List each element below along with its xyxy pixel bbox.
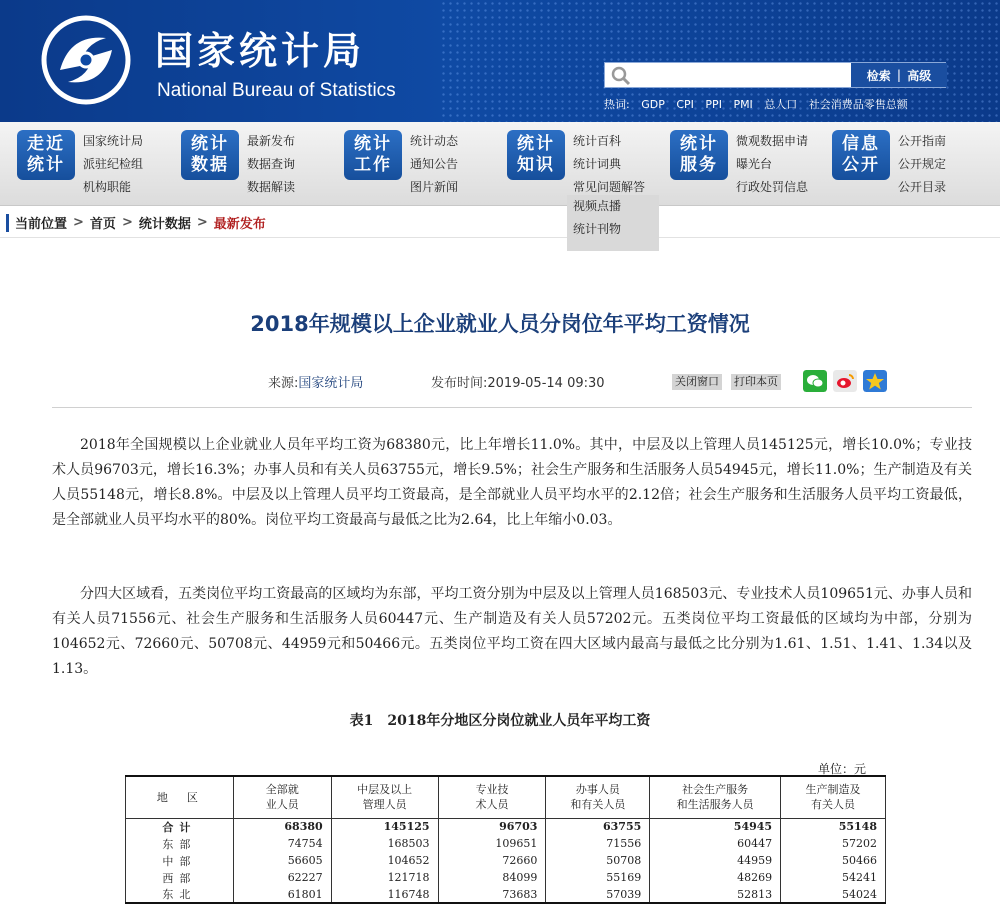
knowledge-dropdown xyxy=(567,195,659,251)
table-cell: 96703 xyxy=(438,818,546,835)
table-cell: 52813 xyxy=(650,886,781,903)
table-cell: 55169 xyxy=(546,869,650,886)
table-cell: 109651 xyxy=(438,835,546,852)
time-label: 发布时间: xyxy=(431,376,488,391)
weibo-share-icon[interactable] xyxy=(833,370,857,392)
close-window-button[interactable]: 关闭窗口 xyxy=(672,374,722,390)
nav-link[interactable]: 派驻纪检组 xyxy=(83,157,144,171)
nav-link[interactable]: 数据解读 xyxy=(247,180,296,194)
column-header: 生产制造及 有关人员 xyxy=(781,776,886,818)
table-cell: 61801 xyxy=(233,886,331,903)
nav-link[interactable]: 统计词典 xyxy=(573,157,622,171)
nav-links xyxy=(573,130,645,199)
nav-link[interactable]: 微观数据申请 xyxy=(736,134,809,148)
table-row xyxy=(126,852,886,869)
table-cell: 68380 xyxy=(233,818,331,835)
table-cell: 71556 xyxy=(546,835,650,852)
qzone-share-icon[interactable] xyxy=(863,370,887,392)
column-header: 专业技 术人员 xyxy=(438,776,546,818)
wage-table xyxy=(125,775,886,904)
table-cell: 72660 xyxy=(438,852,546,869)
table-cell: 中部 xyxy=(126,852,234,869)
nav-link[interactable]: 统计百科 xyxy=(573,134,622,148)
table-row xyxy=(126,886,886,903)
column-header: 办事人员 和有关人员 xyxy=(546,776,650,818)
nav-badge-disclosure[interactable]: 信息 公开 xyxy=(832,130,890,180)
chevron-right-icon: > xyxy=(73,215,84,230)
breadcrumb-current[interactable]: 最新发布 xyxy=(213,217,266,232)
table-row xyxy=(126,869,886,886)
column-header: 中层及以上 管理人员 xyxy=(331,776,438,818)
table-cell: 60447 xyxy=(650,835,781,852)
nav-link[interactable]: 行政处罚信息 xyxy=(736,180,809,194)
chevron-right-icon: > xyxy=(196,215,208,230)
article-title: 2018年规模以上企业就业人员分岗位年平均工资情况 xyxy=(250,312,750,336)
table-cell: 44959 xyxy=(650,852,781,869)
breadcrumb xyxy=(0,208,1000,238)
chevron-right-icon: > xyxy=(121,215,133,230)
main-nav xyxy=(0,122,1000,206)
table-cell: 合计 xyxy=(126,818,234,835)
nav-link[interactable]: 国家统计局 xyxy=(83,134,144,148)
publish-time: 2019-05-14 09:30 xyxy=(487,376,605,391)
table-row xyxy=(126,818,886,835)
hotword-link[interactable]: 社会消费品零售总额 xyxy=(808,98,908,111)
hotword-link[interactable]: PMI xyxy=(733,98,753,111)
table-cell: 54241 xyxy=(781,869,886,886)
table-cell: 104652 xyxy=(331,852,438,869)
wechat-share-icon[interactable] xyxy=(803,370,827,392)
nav-link[interactable]: 公开指南 xyxy=(898,134,947,148)
table-cell: 62227 xyxy=(233,869,331,886)
column-header: 社会生产服务 和生活服务人员 xyxy=(650,776,781,818)
nav-link[interactable]: 公开目录 xyxy=(898,180,947,194)
nav-link[interactable]: 通知公告 xyxy=(410,157,459,171)
nav-link[interactable]: 曝光台 xyxy=(736,157,773,171)
nav-links xyxy=(83,130,143,199)
search-icon xyxy=(611,66,631,86)
article-paragraph: 2018年全国规模以上企业就业人员年平均工资为68380元，比上年增长11.0%。其中，中层及以上管理人员145125元，增长10.0%；专业技术人员96703元，增长16.3%；办事人员和有关人员63755元，增长9.5%；社会生产服务和生活服务人员54945元，增长11.0%；生产制造及有关人员55148元，增长8.8%。中层及以上管理人员平均工资最高，是全部就业人员平均水平的2.12倍；社会生产服务和生活服务人员平均工资最低，是全部就业人员平均水平的80%。岗位平均工资最高与最低之比为2.64，比上年缩小0.03。 xyxy=(52,437,972,528)
hotwords-label: 热词: xyxy=(604,98,630,111)
hotword-link[interactable]: GDP xyxy=(641,98,665,111)
column-header: 全部就 业人员 xyxy=(233,776,331,818)
nbs-logo-icon xyxy=(40,14,132,106)
table-title: 表1 2018年分地区分岗位就业人员年平均工资 xyxy=(349,713,651,729)
table-cell: 54945 xyxy=(650,818,781,835)
nav-links xyxy=(736,130,808,199)
nav-links xyxy=(247,130,295,199)
search-buttons xyxy=(851,63,947,87)
site-title-en: National Bureau of Statistics xyxy=(157,80,396,101)
nav-badge-work[interactable]: 统计 工作 xyxy=(344,130,402,180)
nav-links xyxy=(898,130,946,199)
hotword-link[interactable]: PPI xyxy=(705,98,722,111)
nav-link[interactable]: 机构职能 xyxy=(83,180,132,194)
dropdown-item[interactable]: 统计刊物 xyxy=(573,222,622,236)
table-cell: 56605 xyxy=(233,852,331,869)
source-link[interactable]: 国家统计局 xyxy=(298,376,364,391)
table-cell: 50708 xyxy=(546,852,650,869)
hotword-link[interactable]: 总人口 xyxy=(764,98,798,111)
nav-badge-knowledge[interactable]: 统计 知识 xyxy=(507,130,565,180)
nav-links xyxy=(410,130,458,199)
nav-badge-about[interactable]: 走近 统计 xyxy=(17,130,75,180)
hotword-link[interactable]: CPI xyxy=(676,98,694,111)
table-cell: 西部 xyxy=(126,869,234,886)
table-cell: 84099 xyxy=(438,869,546,886)
table-cell: 73683 xyxy=(438,886,546,903)
print-page-button[interactable]: 打印本页 xyxy=(731,374,781,390)
hotwords-bar xyxy=(604,96,916,112)
search-input[interactable] xyxy=(639,65,839,85)
search-button[interactable]: 检索 xyxy=(866,68,891,83)
column-header: 地 区 xyxy=(126,776,234,818)
source-label: 来源: xyxy=(268,376,299,391)
article-source xyxy=(268,372,363,391)
article-time xyxy=(431,372,605,391)
nav-badge-service[interactable]: 统计 服务 xyxy=(670,130,728,180)
advanced-search-button[interactable]: 高级 xyxy=(907,68,932,83)
search-box xyxy=(604,62,946,88)
table-cell: 东部 xyxy=(126,835,234,852)
table-unit: 单位：元 xyxy=(818,762,867,776)
breadcrumb-home[interactable]: 首页 xyxy=(89,217,116,232)
table-cell: 50466 xyxy=(781,852,886,869)
breadcrumb-marker xyxy=(6,214,9,232)
dropdown-item[interactable]: 视频点播 xyxy=(573,199,622,213)
nav-badge-data[interactable]: 统计 数据 xyxy=(181,130,239,180)
article-paragraph: 分四大区域看，五类岗位平均工资最高的区域均为东部，平均工资分别为中层及以上管理人员168503元、专业技术人员109651元、办事人员和有关人员71556元、社会生产服务和生活服务人员60447元、生产制造及有关人员57202元。五类岗位平均工资最低的区域均为中部，分别为104652元、72660元、50708元、44959元和50466元。五类岗位平均工资在四大区域内最高与最低之比分别为1.61、1.51、1.41、1.34以及1.13。 xyxy=(52,586,972,677)
nav-link[interactable]: 常见问题解答 xyxy=(573,180,646,194)
table-row xyxy=(126,835,886,852)
breadcrumb-label: 当前位置 xyxy=(15,217,68,232)
table-header-row xyxy=(126,776,886,818)
table-cell: 48269 xyxy=(650,869,781,886)
nav-link[interactable]: 最新发布 xyxy=(247,134,296,148)
button-separator: | xyxy=(896,68,902,82)
table-cell: 63755 xyxy=(546,818,650,835)
breadcrumb-data[interactable]: 统计数据 xyxy=(138,217,191,232)
nav-link[interactable]: 数据查询 xyxy=(247,157,296,171)
nav-link[interactable]: 公开规定 xyxy=(898,157,947,171)
nav-link[interactable]: 统计动态 xyxy=(410,134,459,148)
table-cell: 168503 xyxy=(331,835,438,852)
table-cell: 145125 xyxy=(331,818,438,835)
divider xyxy=(52,407,972,408)
table-cell: 54024 xyxy=(781,886,886,903)
table-cell: 74754 xyxy=(233,835,331,852)
table-cell: 121718 xyxy=(331,869,438,886)
header-banner xyxy=(0,0,1000,122)
table-cell: 57202 xyxy=(781,835,886,852)
site-title-cn: 国家统计局 xyxy=(155,29,366,73)
nav-link[interactable]: 图片新闻 xyxy=(410,180,459,194)
table-cell: 东北 xyxy=(126,886,234,903)
table-cell: 55148 xyxy=(781,818,886,835)
table-cell: 57039 xyxy=(546,886,650,903)
table-cell: 116748 xyxy=(331,886,438,903)
